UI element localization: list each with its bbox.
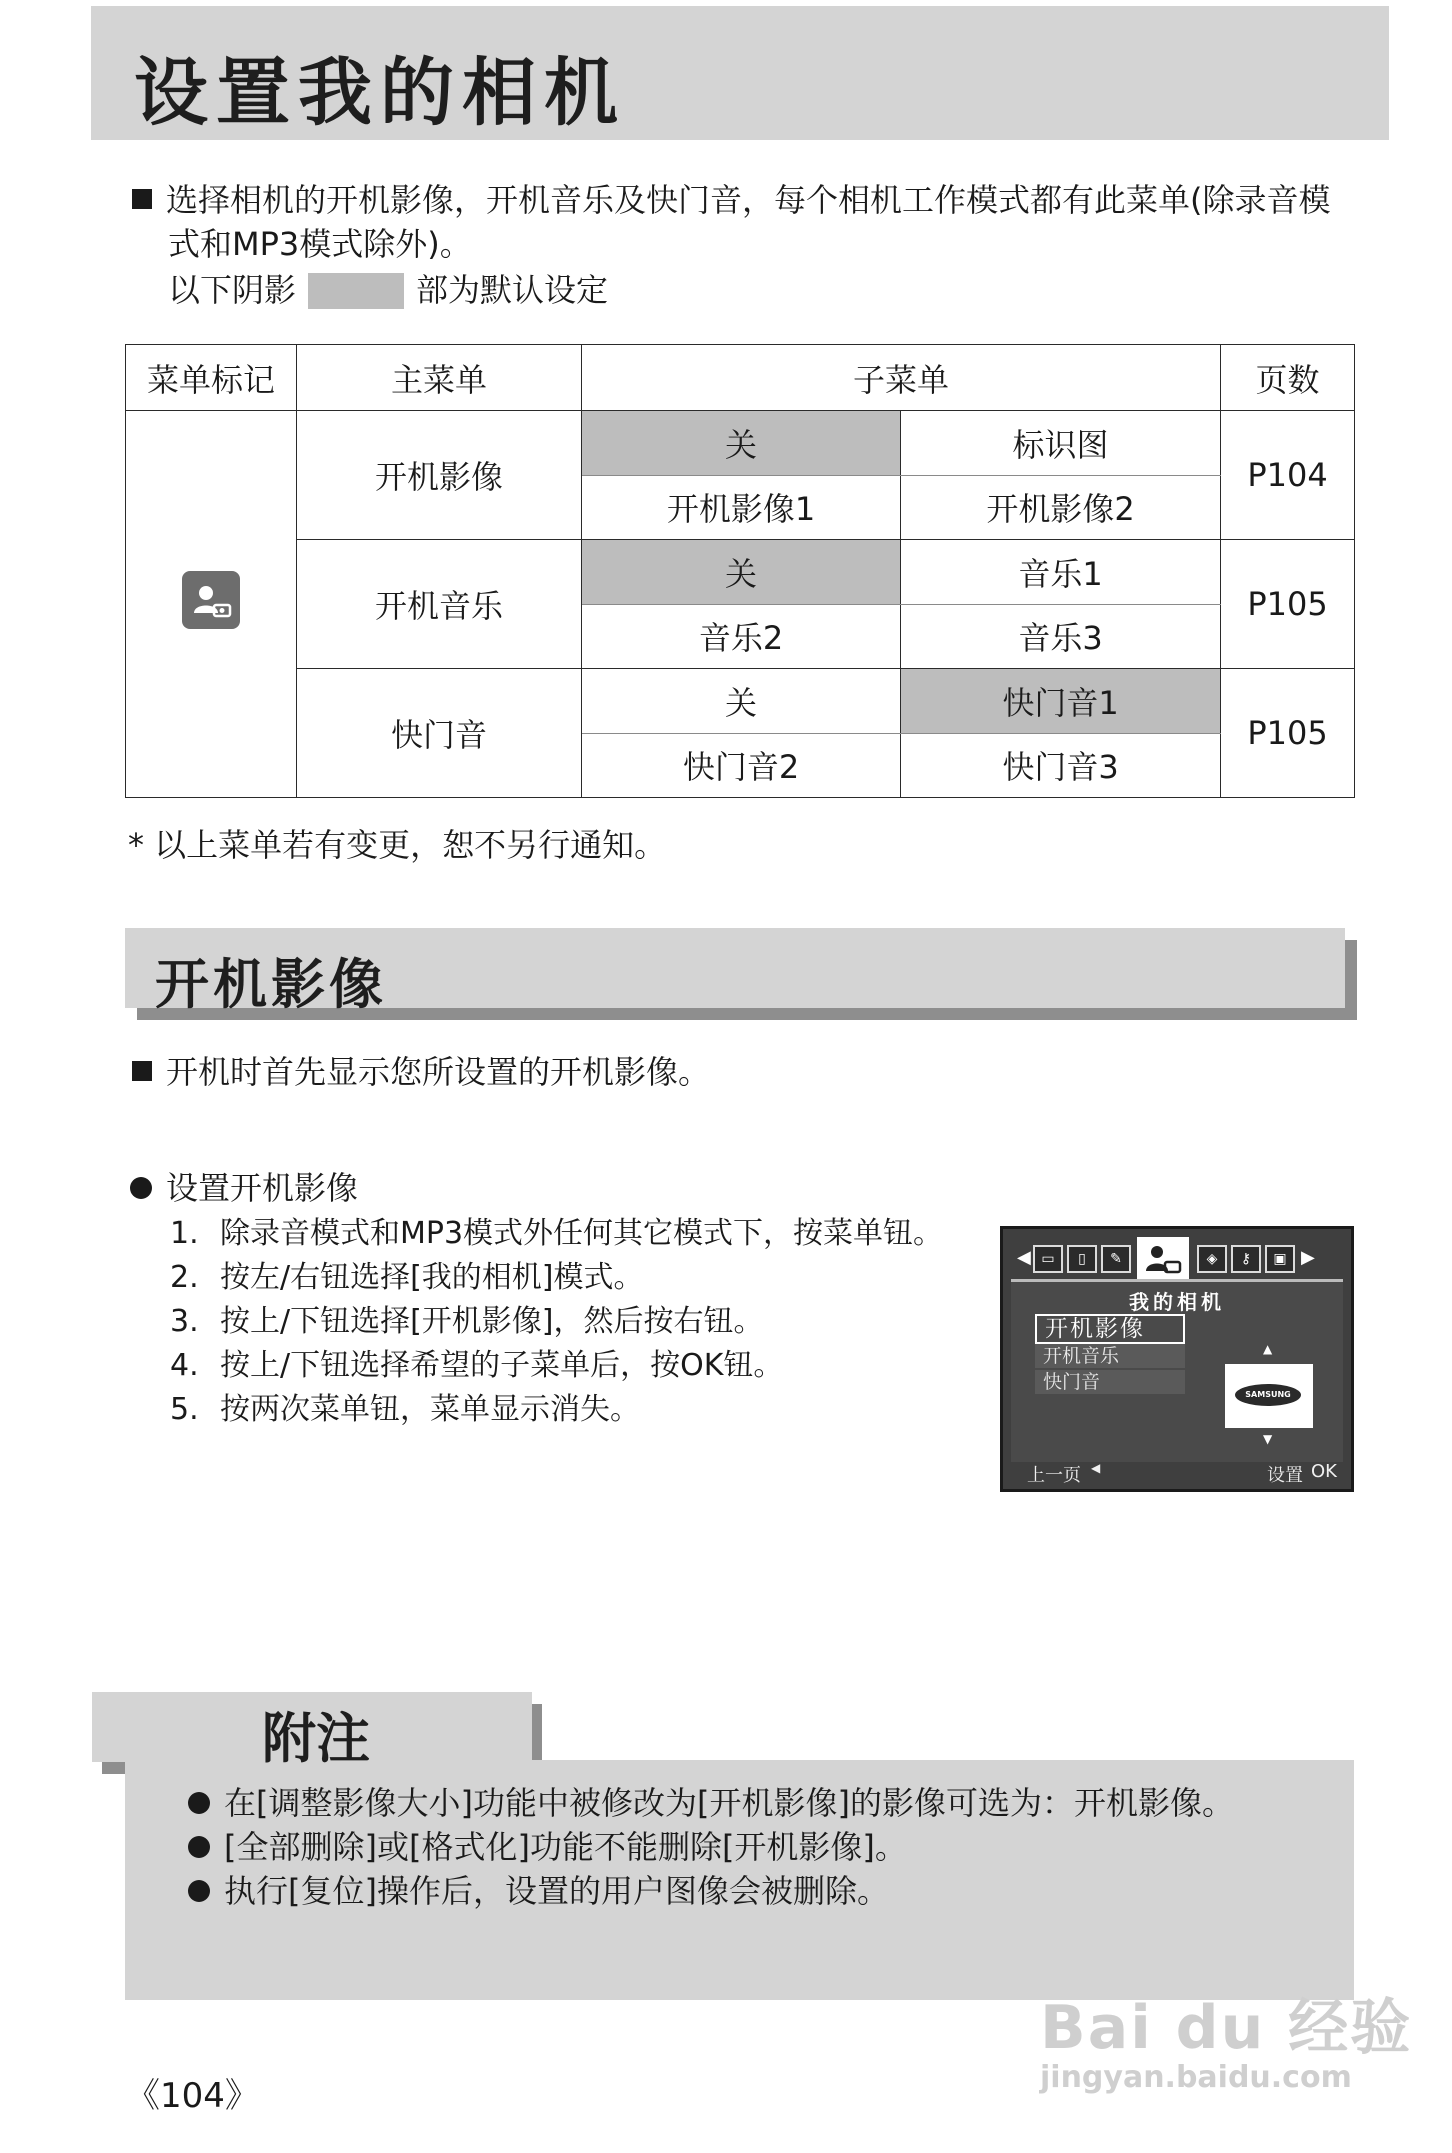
my-camera-tab-icon xyxy=(1137,1237,1189,1279)
square-bullet-icon xyxy=(132,189,152,209)
main-menu-cell: 快门音 xyxy=(297,669,582,798)
lcd-tab-icon: ▣ xyxy=(1265,1245,1295,1273)
lcd-menu-item: 开机音乐 xyxy=(1035,1344,1185,1368)
round-bullet-icon xyxy=(188,1880,210,1902)
lcd-tab-icon: ▯ xyxy=(1067,1245,1097,1273)
wrench-icon: ✎ xyxy=(1101,1245,1131,1273)
table-row xyxy=(126,411,1355,476)
round-bullet-icon xyxy=(188,1792,210,1814)
intro-line1: 选择相机的开机影像，开机音乐及快门音，每个相机工作模式都有此菜单(除录音模 xyxy=(132,178,1331,222)
samsung-logo: SAMSUNG xyxy=(1235,1384,1301,1406)
camera-lcd-screen xyxy=(1000,1226,1354,1492)
intro-line3: 以下阴影 部为默认设定 xyxy=(168,271,609,309)
page-cell: P105 xyxy=(1221,540,1355,669)
page-number: 《104》 xyxy=(126,2076,259,2116)
page-cell: P105 xyxy=(1221,669,1355,798)
submenu-cell: 快门音1 xyxy=(901,669,1221,734)
step-item: 2. 按左/右钮选择[我的相机]模式。 xyxy=(170,1260,644,1295)
table-header-row xyxy=(126,345,1355,411)
header-page: 页数 xyxy=(1221,345,1355,411)
default-shade-sample xyxy=(308,273,404,309)
submenu-cell: 关 xyxy=(582,411,901,476)
lcd-preview-image xyxy=(1225,1364,1313,1428)
lcd-tab-bar xyxy=(1017,1237,1337,1277)
step-item: 1. 除录音模式和MP3模式外任何其它模式下，按菜单钮。 xyxy=(170,1216,944,1251)
section-description: 开机时首先显示您所设置的开机影像。 xyxy=(132,1050,710,1094)
submenu-cell: 关 xyxy=(582,669,901,734)
lcd-menu-item: 快门音 xyxy=(1035,1370,1185,1394)
watermark-main: Bai du 经验 xyxy=(1040,1993,1413,2063)
baidu-watermark xyxy=(1040,1980,1412,2095)
submenu-cell: 开机影像2 xyxy=(901,475,1221,540)
key-icon: ⚷ xyxy=(1231,1245,1261,1273)
left-arrow-icon: ◀ xyxy=(1017,1247,1031,1268)
step-item: 5. 按两次菜单钮，菜单显示消失。 xyxy=(170,1392,640,1427)
submenu-cell: 音乐1 xyxy=(901,540,1221,605)
intro-line2: 式和MP3模式除外)。 xyxy=(168,225,472,263)
main-menu-cell: 开机音乐 xyxy=(297,540,582,669)
main-menu-cell: 开机影像 xyxy=(297,411,582,540)
submenu-cell: 音乐2 xyxy=(582,604,901,669)
up-arrow-icon: ▲ xyxy=(1263,1342,1273,1356)
menu-mark-cell xyxy=(126,411,297,798)
submenu-cell: 快门音3 xyxy=(901,733,1221,798)
table-row xyxy=(126,540,1355,605)
lcd-set-label: 设置 xyxy=(1267,1465,1303,1486)
round-bullet-icon xyxy=(188,1836,210,1858)
table-row xyxy=(126,669,1355,734)
lcd-prev-label: 上一页 xyxy=(1027,1465,1081,1486)
steps-heading: 设置开机影像 xyxy=(130,1166,358,1210)
submenu-cell: 关 xyxy=(582,540,901,605)
footnote: * 以上菜单若有变更，恕不另行通知。 xyxy=(128,826,667,864)
lcd-menu-title: 我的相机 xyxy=(1129,1290,1225,1314)
lcd-menu-item-selected: 开机影像 xyxy=(1035,1314,1185,1344)
submenu-cell: 标识图 xyxy=(901,411,1221,476)
header-menu-mark: 菜单标记 xyxy=(126,345,297,411)
page-title: 设置我的相机 xyxy=(134,50,626,136)
section-title: 开机影像 xyxy=(155,953,387,1016)
lcd-ok-label: OK xyxy=(1311,1461,1337,1482)
lcd-footer xyxy=(1011,1459,1343,1487)
lcd-menu-body xyxy=(1011,1279,1343,1462)
lcd-tab-icon: ◈ xyxy=(1197,1245,1227,1273)
down-arrow-icon: ▼ xyxy=(1263,1432,1273,1446)
menu-table xyxy=(125,344,1355,798)
page-cell: P104 xyxy=(1221,411,1355,540)
round-bullet-icon xyxy=(130,1177,152,1199)
note-item: [全部删除]或[格式化]功能不能删除[开机影像]。 xyxy=(188,1822,907,1868)
submenu-cell: 开机影像1 xyxy=(582,475,901,540)
watermark-sub: jingyan.baidu.com xyxy=(1040,2060,1352,2095)
submenu-cell: 快门音2 xyxy=(582,733,901,798)
step-item: 3. 按上/下钮选择[开机影像]，然后按右钮。 xyxy=(170,1304,764,1339)
submenu-cell: 音乐3 xyxy=(901,604,1221,669)
notes-title: 附注 xyxy=(262,1707,370,1770)
note-item: 在[调整影像大小]功能中被修改为[开机影像]的影像可选为：开机影像。 xyxy=(188,1778,1234,1824)
note-item: 执行[复位]操作后，设置的用户图像会被删除。 xyxy=(188,1866,889,1912)
right-arrow-icon: ▶ xyxy=(1301,1247,1315,1268)
header-submenu: 子菜单 xyxy=(582,345,1221,411)
step-item: 4. 按上/下钮选择希望的子菜单后，按OK钮。 xyxy=(170,1348,784,1383)
left-arrow-icon: ◀ xyxy=(1091,1461,1101,1475)
lcd-tab-icon: ▭ xyxy=(1033,1245,1063,1273)
square-bullet-icon xyxy=(132,1061,152,1081)
header-main-menu: 主菜单 xyxy=(297,345,582,411)
my-camera-icon xyxy=(182,571,240,629)
